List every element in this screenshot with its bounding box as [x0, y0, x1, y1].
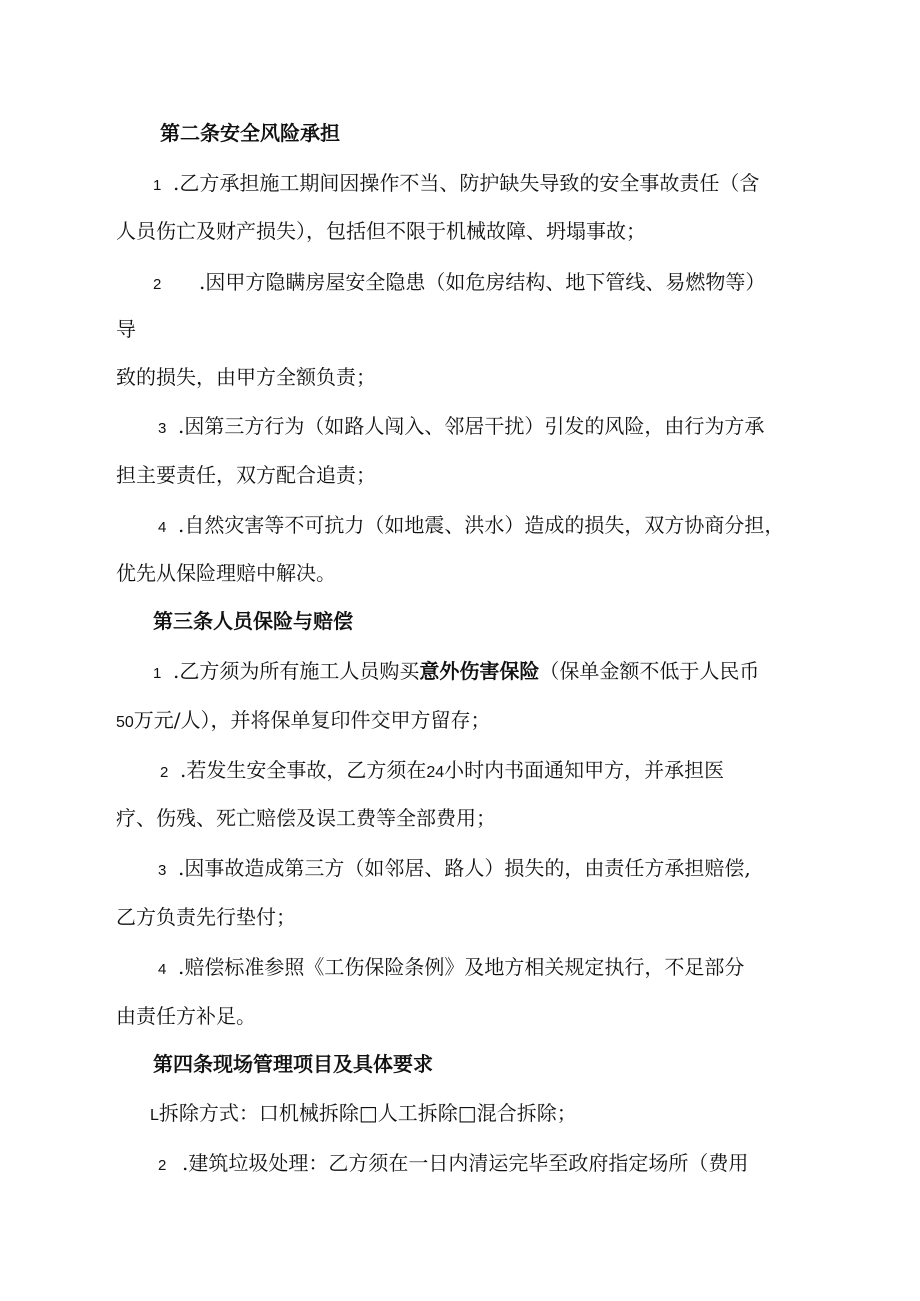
- item-number: 3: [158, 862, 167, 879]
- item-text: .赔偿标准参照《工伤保险条例》及地方相关规定执行，不足部分: [178, 955, 745, 979]
- item-text: （保单金额不低于人民币: [539, 659, 760, 683]
- item-number: 4: [158, 961, 167, 978]
- item-text: .若发生安全事故，乙方须在: [180, 758, 427, 782]
- item-text: .因事故造成第三方（如邻居、路人）损失的，由责任方承担赔偿,: [178, 856, 751, 880]
- item-number: 2: [153, 276, 162, 293]
- article-2-item-4-line-1: [158, 511, 784, 542]
- item-text: .因甲方隐瞒房屋安全隐患（如危房结构、地下管线、易燃物等）: [199, 270, 766, 294]
- article-3-item-4-line-2: 由责任方补足。: [116, 1004, 256, 1028]
- amount-number: 50: [116, 714, 134, 731]
- article-4-item-1: [150, 1099, 577, 1130]
- article-2-item-2-line-3: 致的损失，由甲方全额负责；: [116, 365, 376, 389]
- article-2-heading: 第二条安全风险承担: [160, 121, 340, 145]
- article-2-item-3-line-2: 担主要责任，双方配合追责；: [116, 463, 376, 487]
- article-2-item-2-line-1: [153, 268, 765, 299]
- item-text: .乙方须为所有施工人员购买: [173, 659, 420, 683]
- item-text: 拆除方式：口机械拆除□人工拆除□混合拆除；: [158, 1101, 577, 1125]
- item-number: 1: [153, 665, 162, 682]
- article-3-item-4-line-1: [158, 953, 744, 984]
- item-number: 4: [158, 519, 167, 536]
- item-number: 1: [153, 177, 162, 194]
- item-text: .自然灾害等不可抗力（如地震、洪水）造成的损失，双方协商分担，: [178, 513, 785, 537]
- article-3-item-2-line-2: 疗、伤残、死亡赔偿及误工费等全部费用；: [116, 806, 496, 830]
- article-2-item-2-line-2: 导: [116, 317, 136, 341]
- item-text: .建筑垃圾处理：乙方须在一日内清运完毕至政府指定场所（费用: [182, 1151, 749, 1175]
- article-2-item-3-line-1: [158, 412, 764, 443]
- article-3-heading: 第三条人员保险与赔偿: [153, 609, 353, 633]
- item-text: .因第三方行为（如路人闯入、邻居干扰）引发的风险，由行为方承: [178, 414, 765, 438]
- hours-number: 24: [426, 764, 445, 781]
- article-3-item-3-line-1: [158, 854, 751, 885]
- article-2-item-4-line-2: 优先从保险理赔中解决。: [116, 561, 336, 585]
- item-text: .乙方承担施工期间因操作不当、防护缺失导致的安全事故责任（含: [173, 171, 760, 195]
- article-2-item-1-line-1: [153, 169, 759, 200]
- item-number: 3: [158, 420, 167, 437]
- article-4-item-2: [158, 1149, 748, 1180]
- insurance-emphasis: 意外伤害保险: [419, 659, 540, 683]
- item-number: L: [150, 1107, 159, 1124]
- item-text: 小时内书面通知甲方，并承担医: [444, 758, 725, 782]
- item-number: 2: [158, 1157, 167, 1174]
- article-3-item-2-line-1: [160, 756, 724, 787]
- item-text: 万元/人），并将保单复印件交甲方留存；: [133, 708, 491, 732]
- article-3-item-1-line-2: [116, 706, 491, 737]
- article-3-item-1-line-1: [153, 657, 759, 688]
- item-number: 2: [160, 764, 169, 781]
- article-3-item-3-line-2: 乙方负责先行垫付；: [116, 905, 296, 929]
- article-2-item-1-line-2: 人员伤亡及财产损失），包括但不限于机械故障、坍塌事故；: [116, 219, 646, 243]
- article-4-heading: 第四条现场管理项目及具体要求: [153, 1052, 433, 1076]
